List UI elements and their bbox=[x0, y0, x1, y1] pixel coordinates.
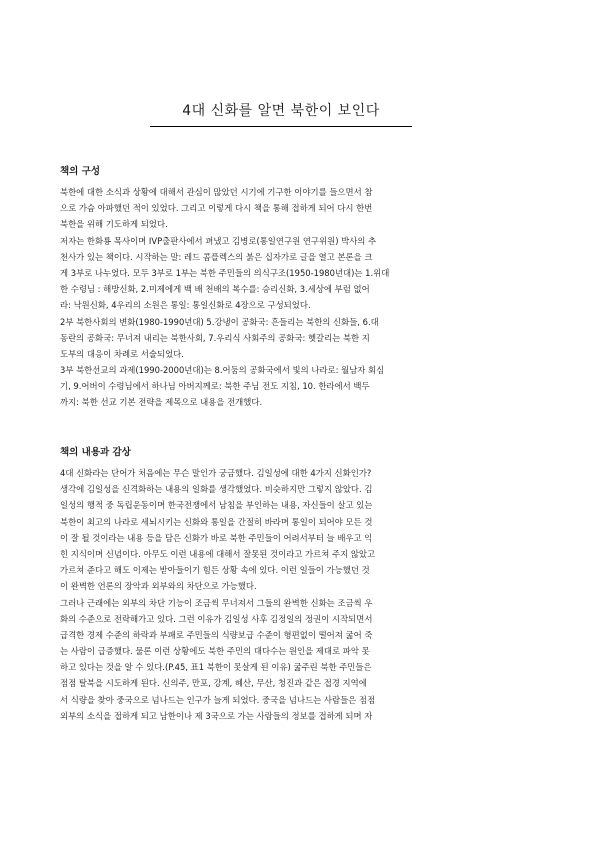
title-block bbox=[150, 100, 412, 127]
text-line: 화의 수준으로 전락해가고 있다. 그런 이유가 김일성 사후 김정일의 정권이 시작되면서 bbox=[60, 613, 373, 624]
text-line: 그러나 근래에는 외부의 차단 기능이 조금씩 무너져서 그들의 완벽한 신화는 조금씩 우 bbox=[60, 597, 373, 608]
text-line: 2부 북한사회의 변화(1980-1990년대) 5.강냉이 공화국: 흔들리는 북한의 신화들, 6.대 bbox=[60, 316, 379, 327]
section-body bbox=[60, 465, 540, 724]
text-line: 생각에 김일성을 신격화하는 내용의 일화를 생각했었다. 비슷하지만 그렇지 않았다. 김 bbox=[60, 484, 373, 495]
text-line: 이 잘 될 것이라는 내용 등을 담은 신화가 바로 북한 주민들이 어려서부터 늘 배우고 익 bbox=[60, 532, 373, 543]
text-line: 4대 신화라는 단어가 처음에는 무슨 말인가 궁금했다. 김일성에 대한 4가지 신화인가? bbox=[60, 468, 372, 478]
text-line: 으로 가슴 아파했던 적이 있었다. 그리고 이렇게 다시 책을 통해 접하게 되어 다시 한번 bbox=[60, 203, 373, 214]
text-line: 서 식량을 찾아 중국으로 넘나드는 인구가 늘게 되었다. 중국을 넘나드는 사람들은 점점 bbox=[60, 694, 376, 705]
text-line: 일성의 행적 중 독립운동이며 한국전쟁에서 남침을 부인하는 내용, 자신들이 살고 있는 bbox=[60, 500, 373, 511]
text-line: 는 사람이 급증했다. 물론 이런 상황에도 북한 주민의 대다수는 원인을 제대로 파악 못 bbox=[60, 646, 370, 657]
text-line: 라: 낙원신화, 4우리의 소원은 통일: 통일신화로 4장으로 구성되었다. bbox=[60, 300, 311, 311]
text-line: 도부의 대응이 차례로 서술되었다. bbox=[60, 348, 184, 359]
text-line: 북한에 대한 소식과 상황에 대해서 관심이 많았던 시기에 기구한 이야기를 들으면서 참 bbox=[60, 187, 373, 197]
text-line: 이 완벽한 언론의 장악과 외부와의 차단으로 가능했다. bbox=[60, 581, 257, 592]
text-line: 급격한 경제 수준의 하락과 부패로 주민들의 식량보급 수준이 형편없이 떨어져 굶어 죽 bbox=[60, 629, 373, 640]
section-content-review bbox=[60, 446, 540, 724]
document-title: 4대 신화를 알면 북한이 보인다 bbox=[150, 100, 412, 127]
text-line: 천사가 있는 책이다. 시작하는 말: 레드 콤플렉스의 붉은 십자가로 글을 열고 본론을 크 bbox=[60, 251, 373, 262]
section-book-structure bbox=[60, 165, 540, 411]
text-line: 북한을 위해 기도하게 되었다. bbox=[60, 219, 168, 230]
text-line: 가르쳐 준다고 해도 이제는 받아들이기 힘든 상황 속에 있다. 이런 일들이 가능했던 것 bbox=[60, 565, 370, 576]
text-line: 동란의 공화국: 무너져 내리는 북한사회, 7.우리식 사회주의 공화국: 헷갈리는 북한 지 bbox=[60, 332, 370, 343]
text-line: 한 수령님 : 해방신화, 2.미제에게 백 배 천배의 복수를: 승리신화, 3.세상에 부럼 없어 bbox=[60, 284, 370, 295]
section-body bbox=[60, 184, 540, 411]
text-line: 하고 있다는 것을 알 수 있다.(P.45, 표1 북한이 못살게 된 이유) 굶주린 북한 주민들은 bbox=[60, 662, 372, 673]
text-line: 게 3부로 나누었다. 모두 3부로 1부는 북한 주민들의 의식구조(1950-1980년대)는 1.위대 bbox=[60, 267, 390, 278]
section-heading: 책의 내용과 감상 bbox=[60, 447, 131, 458]
text-line: 까지: 북한 선교 기본 전략을 제목으로 내용을 전개했다. bbox=[60, 397, 263, 408]
text-line: 외부의 소식을 접하게 되고 남한이나 제 3국으로 가는 사람들의 정보를 접하게 되며 자 bbox=[60, 710, 373, 721]
text-line: 저자는 한화룡 목사이며 IVP출판사에서 펴냈고 김병로(통일연구원 연구위원) 박사의 추 bbox=[60, 235, 377, 246]
text-line: 3부 북한선교의 과제(1990-2000년대)는 8.어둠의 공화국에서 빛의 나라로: 월남자 회심 bbox=[60, 365, 385, 376]
text-line: 북한이 최고의 나라로 세뇌시키는 신화와 통일을 간절히 바라며 통일이 되어야 모든 것 bbox=[60, 516, 373, 527]
text-line: 점점 탈북을 시도하게 된다. 신의주, 만포, 강계, 혜산, 무산, 청진과 같은 접경 지역에 bbox=[60, 678, 367, 689]
section-heading: 책의 구성 bbox=[60, 166, 101, 177]
text-line: 힌 지식이며 신념이다. 아무도 이런 내용에 대해서 잘못된 것이라고 가르쳐 주지 않았고 bbox=[60, 548, 376, 559]
text-line: 기, 9.어버이 수령님에서 하나님 아버지께로: 북한 주님 전도 지침, 10. 한라에서 백두 bbox=[60, 381, 370, 392]
